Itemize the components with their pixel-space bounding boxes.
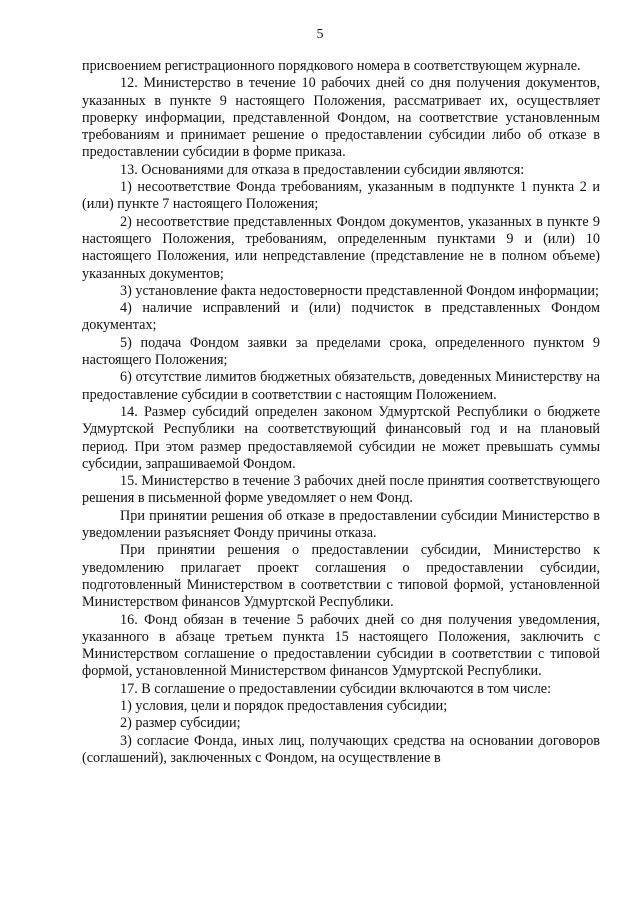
page-number: 5: [316, 27, 324, 42]
paragraph: 2) размер субсидии;: [120, 715, 241, 732]
paragraph: При принятии решения об отказе в предоставлении субсидии Министерство в уведомлении разъясняет Фонду причины отказа.: [82, 507, 600, 542]
paragraph: 15. Министерство в течение 3 рабочих дней после принятия соответствующего решения в письменной форме уведомляет о нем Фонд.: [82, 473, 600, 507]
paragraph: 12. Министерство в течение 10 рабочих дней со дня получения документов, указанных в пункте 9 настоящего Положения, рассматривает их, осуществляет проверку информации, представленной Фондом, на соответствие установленным требованиям и принимает решение о предоставлении субсидии либо об отказе в предоставлении субсидии в форме приказа.: [82, 75, 600, 161]
paragraph: 1) несоответствие Фонда требованиям, указанным в подпункте 1 пункта 2 и (или) пункте 7 настоящего Положения;: [82, 179, 600, 213]
paragraph: 5) подача Фондом заявки за пределами срока, определенного пунктом 9 настоящего Положения;: [82, 334, 600, 369]
paragraph: При принятии решения о предоставлении субсидии, Министерство к уведомлению прилагает проект соглашения о предоставлении субсидии, подготовленный Министерством в соответствии с типовой формой, установленной Министерством финансов Удмуртской Республики.: [82, 542, 600, 611]
document-body: [82, 58, 600, 767]
paragraph: присвоением регистрационного порядкового номера в соответствующем журнале.: [82, 58, 581, 74]
paragraph: 16. Фонд обязан в течение 5 рабочих дней со дня получения уведомления, указанного в абзаце третьем пункта 15 настоящего Положения, заключить с Министерством соглашение о предоставлении субсидии в соответствии с типовой формой, установленной Министерством финансов Удмуртской Республики.: [82, 611, 600, 680]
paragraph: 1) условия, цели и порядок предоставления субсидии;: [120, 697, 448, 714]
paragraph: 3) согласие Фонда, иных лиц, получающих средства на основании договоров (соглашений), заключенных с Фондом, на осуществление в: [82, 732, 600, 766]
paragraph: 4) наличие исправлений и (или) подчисток в представленных Фондом документах;: [82, 300, 600, 334]
paragraph: 3) установление факта недостоверности представленной Фондом информации;: [120, 282, 599, 299]
paragraph: 6) отсутствие лимитов бюджетных обязательств, доведенных Министерству на предоставление субсидии в соответствии с настоящим Положением.: [82, 369, 600, 403]
paragraph: 13. Основаниями для отказа в предоставлении субсидии являются:: [120, 161, 525, 178]
paragraph: 17. В соглашение о предоставлении субсидии включаются в том числе:: [120, 680, 552, 697]
paragraph: 14. Размер субсидий определен законом Удмуртской Республики о бюджете Удмуртской Республики на соответствующий финансовый год и на плановый период. При этом размер предоставляемой субсидии не может превышать суммы субсидии, запрашиваемой Фондом.: [82, 403, 600, 472]
paragraph: 2) несоответствие представленных Фондом документов, указанных в пункте 9 настоящего Положения, требованиям, определенным пунктами 9 и (или) 10 настоящего Положения, или непредставление (представление не в полном объеме) указанных документов;: [82, 213, 600, 282]
